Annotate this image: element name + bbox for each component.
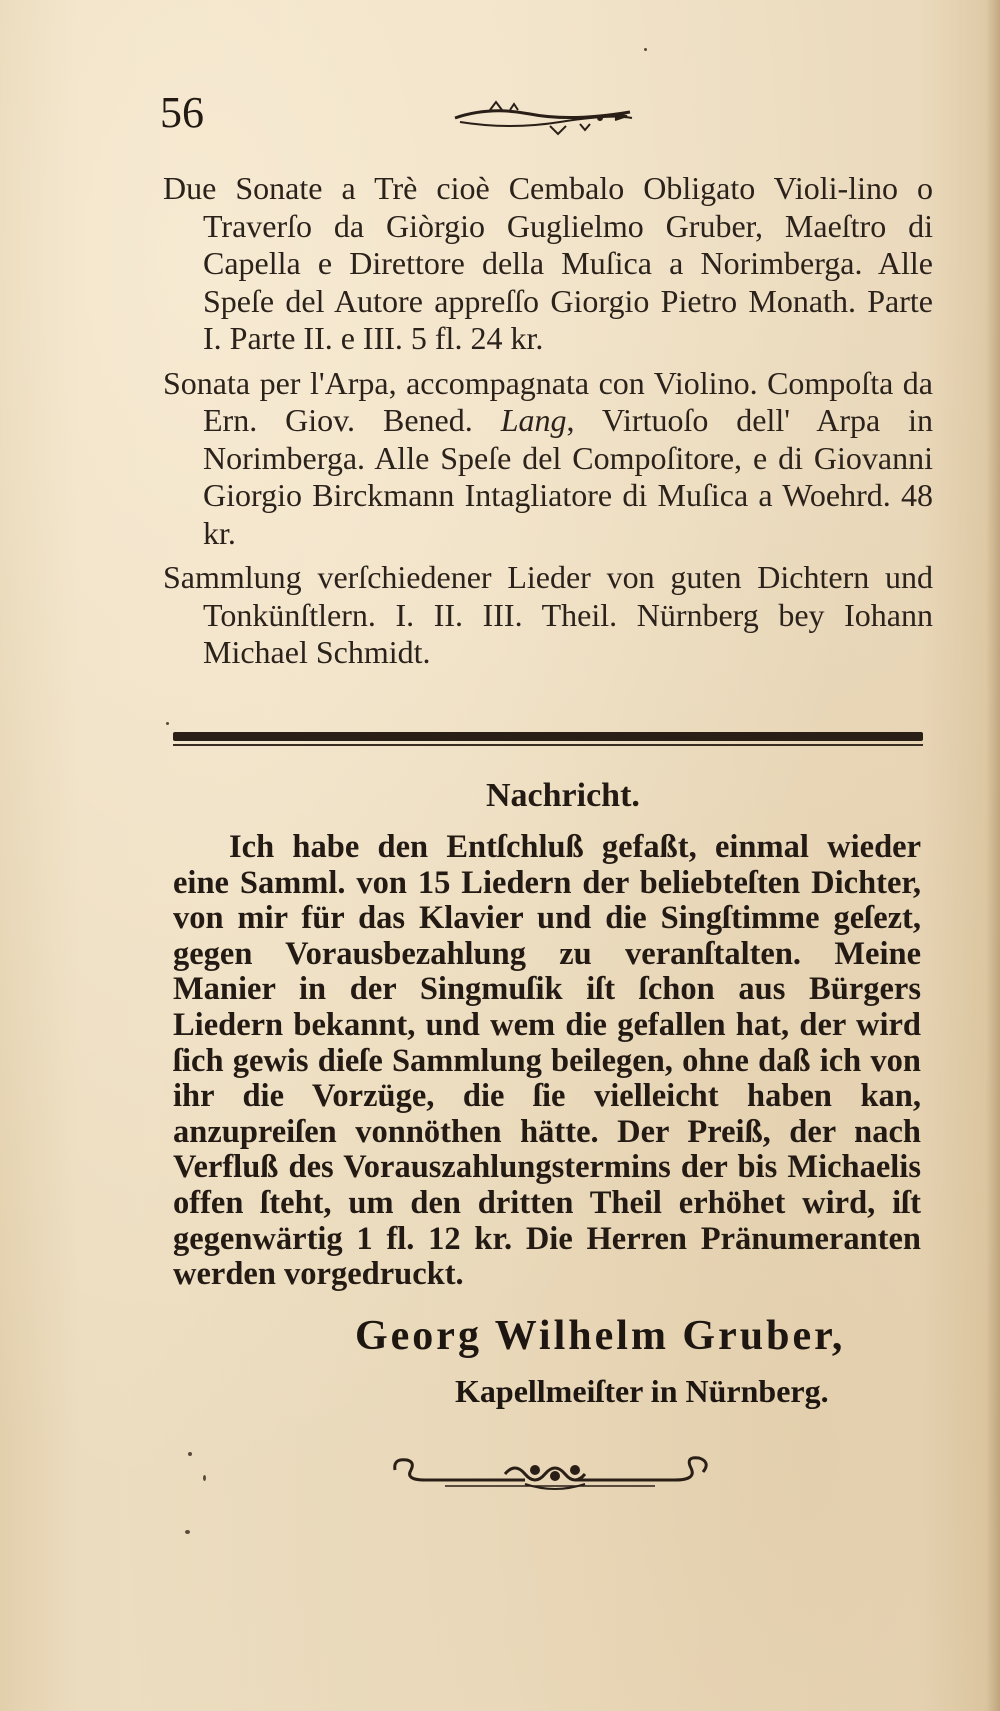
catalog-entries	[163, 170, 933, 679]
entry-text: Sonata per l'Arpa, accompagnata con Violino. Compoſta da Ern. Giov. Bened.	[163, 364, 933, 438]
entry-text: Due Sonate a Trè cioè Cembalo Obligato Violi-lino o Traverſo da Giòrgio Guglielmo Gruber, Maeſtro di Capella e Direttore della Muſica a Norimberga. Alle Speſe del Autore appreſſo Giorgio Pietro Monath. Parte I. Parte II. e III. 5 fl. 24 kr.	[163, 170, 933, 356]
notice-body: Ich habe den Entſchluß gefaßt, einmal wieder eine Samml. von 15 Liedern der beliebteſten Dichter, von mir für das Klavier und die Singſtimme geſezt, gegen Vorausbezahlung zu veranſtalten. Meine Manier in der Singmuſik iſt ſchon aus Bürgers Liedern bekannt, und wem die gefallen hat, der wird ſich gewis dieſe Sammlung beilegen, ohne daß ich von ihr die Vorzüge, die ſie vielleicht haben kan, anzupreiſen vonnöthen hätte. Der Preiß, der nach Verfluß des Vorauszahlungstermins der bis Michaelis offen ſteht, um den dritten Theil erhöhet wird, iſt gegenwärtig 1 fl. 12 kr. Die Herren Pränumeranten werden vorgedruckt.	[173, 829, 921, 1293]
bottom-ornament	[385, 1440, 715, 1500]
catalog-entry	[163, 559, 933, 672]
entry-text-continued: , Virtuoſo dell' Arpa in Norimberga. Alle Speſe del Compoſitore, e di Giovanni Giorgio Birckmann Intagliatore di Muſica a Woehrd. 48 kr.	[203, 402, 934, 551]
paper-speck	[188, 1452, 192, 1456]
section-divider-thin	[173, 744, 923, 746]
paper-speck	[203, 1475, 206, 1481]
paper-speck	[166, 722, 169, 725]
catalog-entry	[163, 170, 933, 358]
catalog-entry	[163, 365, 933, 553]
top-ornament	[450, 96, 640, 140]
signature-name: Georg Wilhelm Gruber,	[355, 1313, 846, 1359]
paper-speck	[185, 1530, 190, 1534]
signature-title: Kapellmeiſter in Nürnberg.	[455, 1373, 829, 1409]
notice-heading: Nachricht.	[486, 777, 640, 814]
section-divider-thick	[173, 732, 923, 741]
entry-text: Sammlung verſchiedener Lieder von guten Dichtern und Tonkünſtlern. I. II. III. Theil. Nürnberg bey Iohann Michael Schmidt.	[163, 559, 933, 670]
page-edge-shadow	[986, 0, 1000, 1711]
entry-italic-name: Lang	[500, 402, 567, 438]
page-number: 56	[160, 88, 204, 137]
paper-speck	[644, 48, 647, 51]
